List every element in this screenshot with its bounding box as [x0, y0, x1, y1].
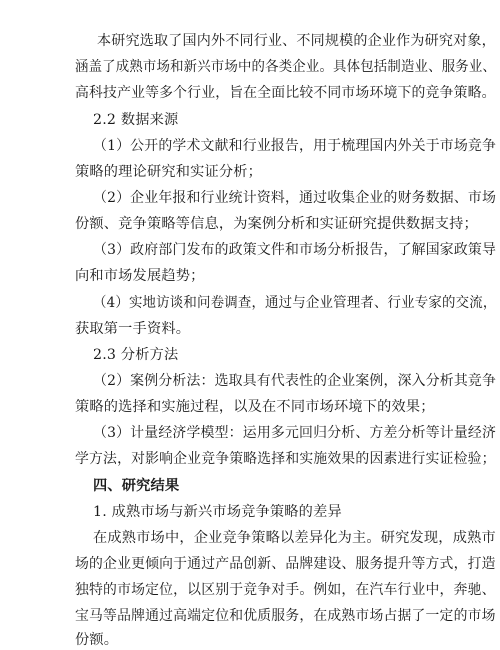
paragraph-line: （3）计量经济学模型：运用多元回归分析、方差分析等计量经济: [93, 425, 497, 441]
paragraph-line: （1）公开的学术文献和行业报告，用于梳理国内外关于市场竞争: [93, 138, 497, 154]
section-heading-4: 四、研究结果: [93, 478, 180, 494]
paragraph-line: 策略的选择和实施过程，以及在不同市场环境下的效果；: [75, 399, 435, 415]
paragraph-line: （4）实地访谈和问卷调查，通过与企业管理者、行业专家的交流，: [93, 295, 497, 311]
paragraph-line: （2）企业年报和行业统计资料，通过收集企业的财务数据、市场: [93, 190, 497, 206]
paragraph-line: 涵盖了成熟市场和新兴市场中的各类企业。具体包括制造业、服务业、: [75, 59, 497, 75]
paragraph-line: 在成熟市场中，企业竞争策略以差异化为主。研究发现，成熟市: [93, 530, 496, 546]
paragraph-line: 场的企业更倾向于通过产品创新、品牌建设、服务提升等方式，打造: [75, 556, 496, 572]
paragraph-line: 份额、竞争策略等信息，为案例分析和实证研究提供数据支持；: [75, 216, 478, 232]
paragraph-line: （2）案例分析法：选取具有代表性的企业案例，深入分析其竞争: [93, 373, 497, 389]
paragraph-line: 独特的市场定位，以区别于竞争对手。例如，在汽车行业中，奔驰、: [75, 582, 496, 598]
paragraph-line: （3）政府部门发布的政策文件和市场分析报告，了解国家政策导: [93, 242, 497, 258]
paragraph-line: 份额。: [75, 632, 119, 648]
paragraph-line: 策略的理论研究和实证分析；: [75, 164, 263, 180]
paragraph-line: 获取第一手资料。: [75, 321, 191, 337]
paragraph-line: 高科技产业等多个行业，旨在全面比较不同市场环境下的竞争策略。: [75, 85, 496, 101]
paragraph-line: 学方法，对影响企业竞争策略选择和实施效果的因素进行实证检验；: [75, 451, 496, 467]
paragraph-line: 本研究选取了国内外不同行业、不同规模的企业作为研究对象，: [97, 33, 496, 49]
paragraph-line: 宝马等品牌通过高端定位和优质服务，在成熟市场占据了一定的市场: [75, 608, 496, 624]
paragraph-line: 向和市场发展趋势；: [75, 268, 205, 284]
section-heading-2-3: 2.3 分析方法: [93, 347, 179, 363]
section-heading-2-2: 2.2 数据来源: [93, 112, 179, 128]
subsection-heading-1: 1. 成熟市场与新兴市场竞争策略的差异: [93, 504, 342, 520]
